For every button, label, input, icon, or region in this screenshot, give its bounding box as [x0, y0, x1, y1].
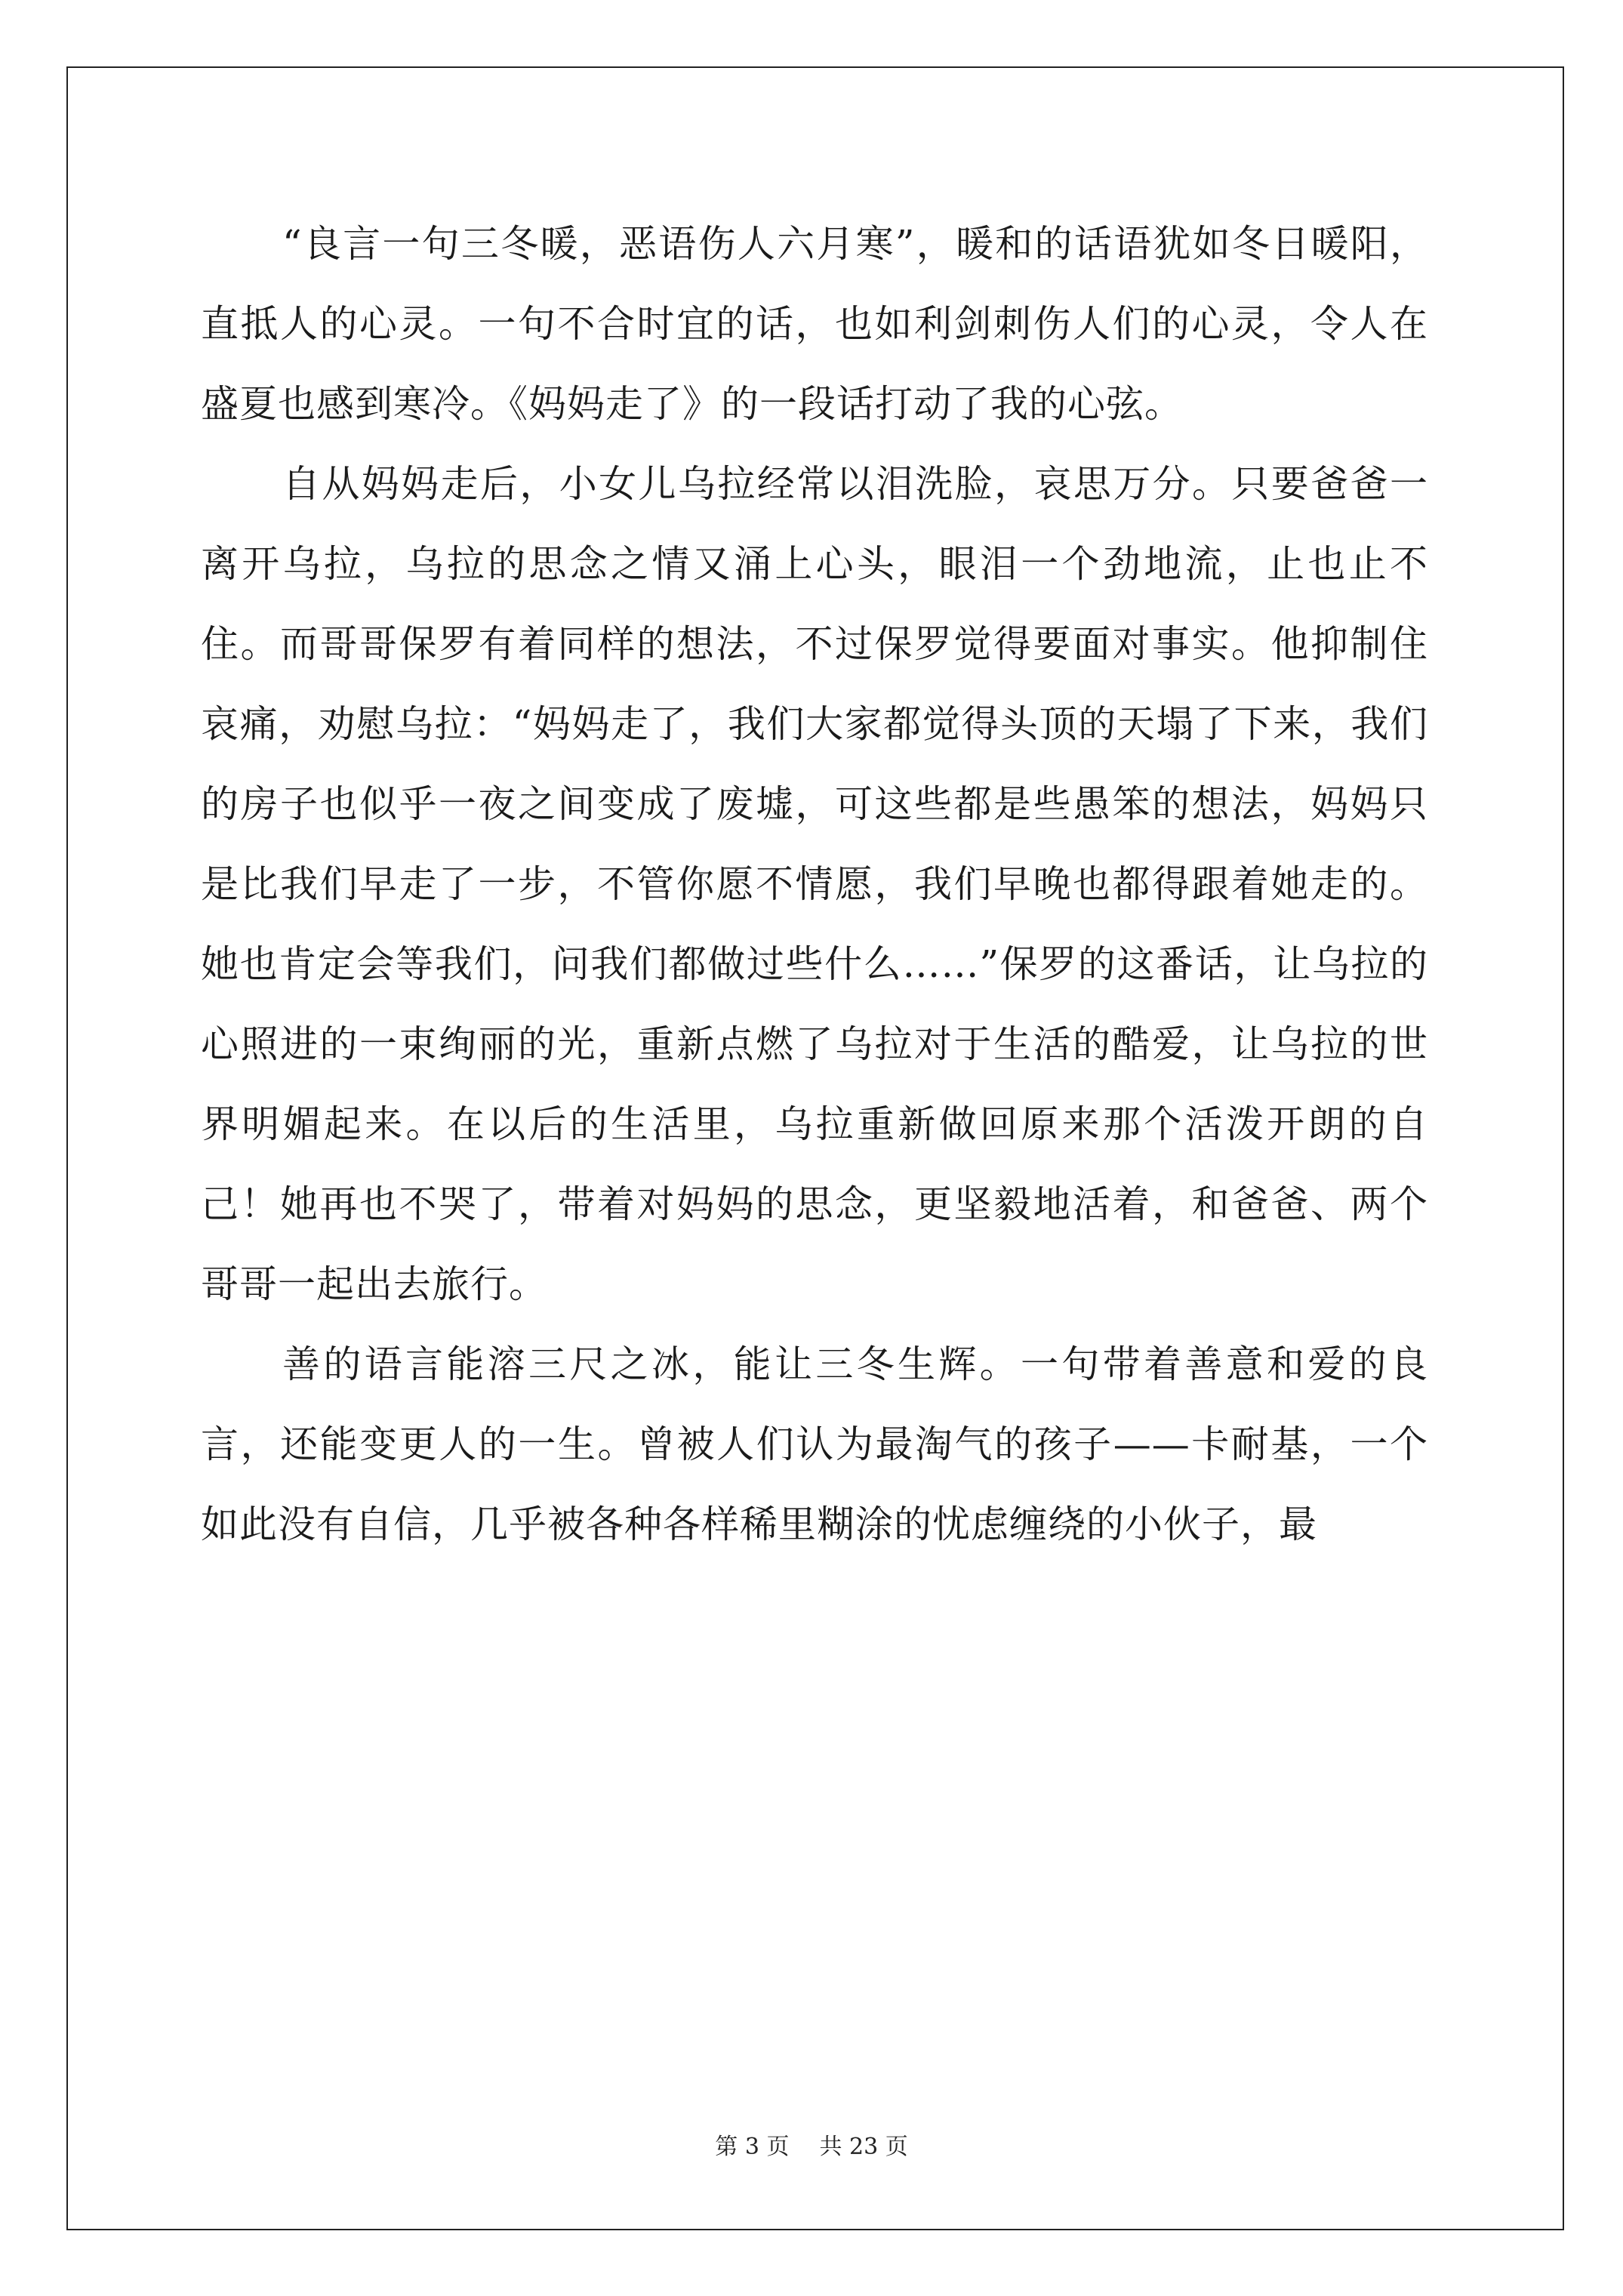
document-body — [201, 204, 1428, 1564]
page-number: 第 3 页 — [715, 2134, 790, 2160]
paragraph: “良言一句三冬暖，恶语伤人六月寒”，暖和的话语犹如冬日暖阳，直抵人的心灵。一句不合时宜的话，也如利剑刺伤人们的心灵，令人在盛夏也感到寒冷。《妈妈走了》的一段话打动了我的心弦。 — [201, 222, 1428, 426]
page-footer — [0, 2128, 1623, 2161]
paragraph: 自从妈妈走后，小女儿乌拉经常以泪洗脸，哀思万分。只要爸爸一离开乌拉，乌拉的思念之情又涌上心头，眼泪一个劲地流，止也止不住。而哥哥保罗有着同样的想法，不过保罗觉得要面对事实。他抑制住哀痛，劝慰乌拉：“妈妈走了，我们大家都觉得头顶的天塌了下来，我们的房子也似乎一夜之间变成了废墟，可这些都是些愚笨的想法，妈妈只是比我们早走了一步，不管你愿不情愿，我们早晚也都得跟着她走的。她也肯定会等我们，问我们都做过些什么……”保罗的这番话，让乌拉的心照进的一束绚丽的光，重新点燃了乌拉对于生活的酷爱，让乌拉的世界明媚起来。在以后的生活里，乌拉重新做回原来那个活泼开朗的自己！她再也不哭了，带着对妈妈的思念，更坚毅地活着，和爸爸、两个哥哥一起出去旅行。 — [201, 462, 1428, 1306]
paragraph: 善的语言能溶三尺之冰，能让三冬生辉。一句带着善意和爱的良言，还能变更人的一生。曾被人们认为最淘气的孩子——卡耐基，一个如此没有自信，几乎被各种各样稀里糊涂的忧虑缠绕的小伙子，最 — [201, 1342, 1428, 1546]
page-total: 共 23 页 — [819, 2134, 908, 2160]
